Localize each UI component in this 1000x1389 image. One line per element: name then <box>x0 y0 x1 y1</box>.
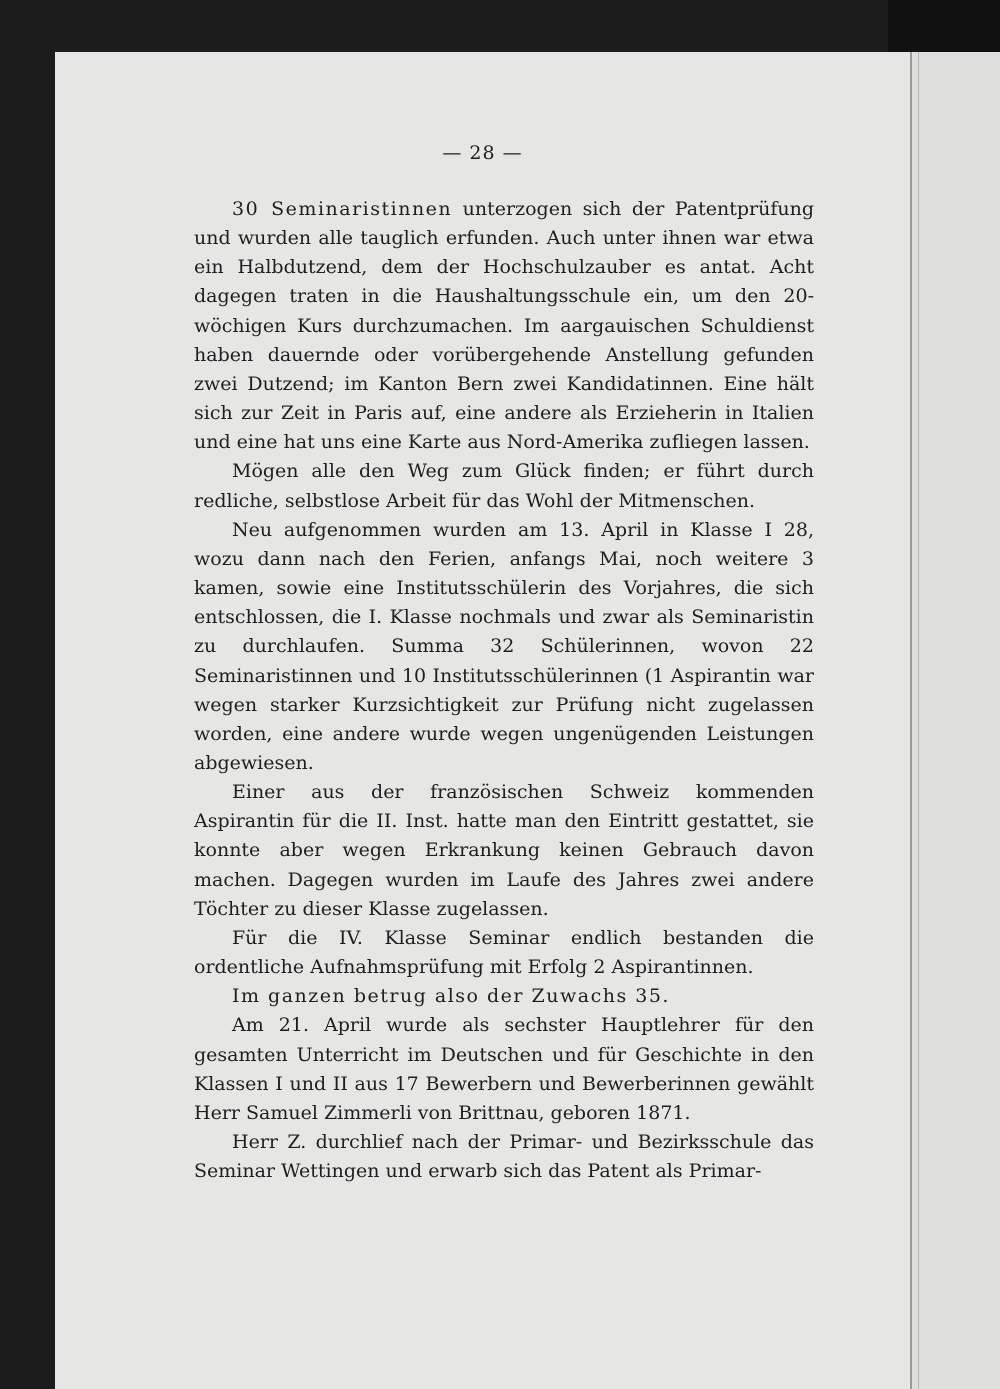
paragraph <box>194 195 814 457</box>
paragraph: Herr Z. durchlief nach der Primar- und Bezirksschule das Seminar Wettingen und erwarb sich das Patent als Primar- <box>194 1131 814 1183</box>
scan-background-strip <box>888 0 1000 52</box>
body-text <box>194 195 814 1186</box>
paragraph: Neu aufgenommen wurden am 13. April in Klasse I 28, wozu dann nach den Ferien, anfangs Mai, noch weitere 3 kamen, sowie eine Institutsschülerin des Vorjahres, die sich entschlossen, die I. Klasse nochmals und zwar als Seminaristin zu durchlaufen. Summa 32 Schülerinnen, wovon 22 Seminaristinnen und 10 Institutsschülerinnen (1 Aspirantin war wegen starker Kurzsichtigkeit zur Prüfung nicht zugelassen worden, eine andere wurde wegen ungenügenden Leistungen abgewiesen. <box>194 518 814 774</box>
paragraph: Am 21. April wurde als sechster Hauptlehrer für den gesamten Unterricht im Deutschen und für Geschichte in den Klassen I und II aus 17 Bewerbern und Bewerberinnen gewählt Herr Samuel Zimmerli von Brittnau, geboren 1871. <box>194 1014 814 1124</box>
paragraph: Einer aus der französischen Schweiz kommenden Aspirantin für die II. Inst. hatte man den Eintritt gestattet, sie konnte aber wegen Erkrankung keinen Gebrauch davon machen. Dagegen wurden im Laufe des Jahres zwei andere Töchter zu dieser Klasse zugelassen. <box>194 781 814 920</box>
paragraph: Mögen alle den Weg zum Glück finden; er führt durch redliche, selbstlose Arbeit für das Wohl der Mitmenschen. <box>194 460 814 512</box>
paragraph: Für die IV. Klasse Seminar endlich bestanden die ordentliche Aufnahmsprüfung mit Erfolg 2 Aspirantinnen. <box>194 926 814 979</box>
page-number: — 28 — <box>442 142 523 164</box>
paragraph <box>194 982 814 1011</box>
spaced-lead: Im ganzen betrug also der Zuwachs 35. <box>232 985 670 1008</box>
next-page-edge <box>910 52 1000 1389</box>
paragraph-text: unterzogen sich der Patentprüfung und wurden alle tauglich erfunden. Auch unter ihnen war etwa ein Halbdutzend, dem der Hochschulzauber es antat. Acht dagegen traten in die Haushaltungsschule ein, um den 20-wöchigen Kurs durchzumachen. Im aargauischen Schuldienst haben dauernde oder vorübergehende Anstellung gefunden zwei Dutzend; im Kanton Bern zwei Kandidatinnen. Eine hält sich zur Zeit in Paris auf, eine andere als Erzieherin in Italien und eine hat uns eine Karte aus Nord-Amerika zufliegen lassen. <box>194 198 815 454</box>
spaced-lead: 30 Seminaristinnen <box>232 198 453 220</box>
